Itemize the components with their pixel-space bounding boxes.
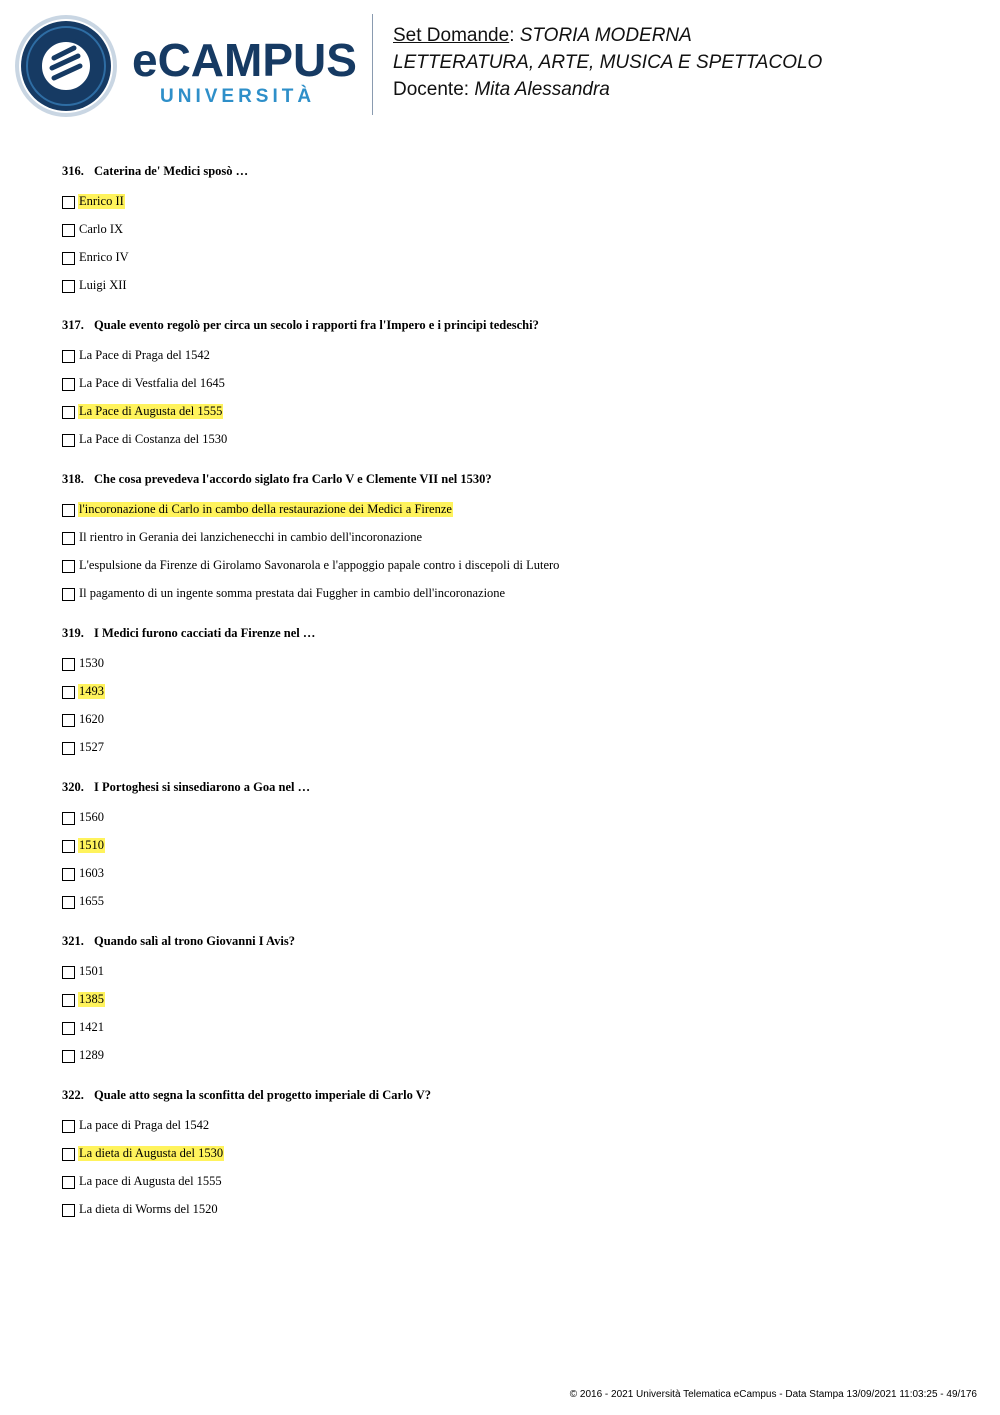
- question-text: Caterina de' Medici sposò …: [94, 164, 249, 178]
- answer-option: [62, 187, 962, 215]
- answer-text: Carlo IX: [79, 221, 124, 236]
- question-block: [62, 1085, 962, 1223]
- ecampus-seal-logo-icon: [14, 14, 118, 118]
- checkbox-icon: [62, 812, 75, 825]
- answer-text-highlighted: La dieta di Augusta del 1530: [79, 1145, 224, 1160]
- question-number: 320.: [62, 780, 84, 794]
- checkbox-icon: [62, 588, 75, 601]
- question-text: Quale evento regolò per circa un secolo i rapporti fra l'Impero e i principi tedeschi?: [94, 318, 539, 332]
- answer-option: [62, 677, 962, 705]
- answer-text: Il rientro in Gerania dei lanzichenecchi in cambio dell'incoronazione: [79, 529, 423, 544]
- answer-text: 1603: [79, 865, 104, 880]
- logo-brand-text: eCAMPUS: [132, 34, 357, 86]
- answer-text-highlighted: l'incoronazione di Carlo in cambo della restaurazione dei Medici a Firenze: [79, 501, 452, 516]
- answer-option: [62, 1111, 962, 1139]
- docente-line: [393, 76, 983, 103]
- answer-text: La Pace di Vestfalia del 1645: [79, 375, 225, 390]
- checkbox-icon: [62, 406, 75, 419]
- ecampus-wordmark: [132, 34, 360, 114]
- answer-text-highlighted: La Pace di Augusta del 1555: [79, 403, 223, 418]
- answer-text: 1527: [79, 739, 104, 754]
- question-block: [62, 931, 962, 1069]
- docente-value: Mita Alessandra: [474, 79, 610, 100]
- question-text: Che cosa prevedeva l'accordo siglato fra Carlo V e Clemente VII nel 1530?: [94, 472, 492, 486]
- answer-text: Enrico IV: [79, 249, 129, 264]
- answer-text: 1421: [79, 1019, 104, 1034]
- answer-option: [62, 859, 962, 887]
- answer-option: [62, 243, 962, 271]
- answer-text: La pace di Augusta del 1555: [79, 1173, 222, 1188]
- answer-text: La Pace di Costanza del 1530: [79, 431, 228, 446]
- answer-option: [62, 397, 962, 425]
- question-text: Quale atto segna la sconfitta del progetto imperiale di Carlo V?: [94, 1088, 432, 1102]
- checkbox-icon: [62, 1176, 75, 1189]
- checkbox-icon: [62, 252, 75, 265]
- answer-option: [62, 523, 962, 551]
- answer-option: [62, 649, 962, 677]
- question-list: [62, 161, 962, 1239]
- question-title: [62, 469, 962, 489]
- answer-text: L'espulsione da Firenze di Girolamo Savonarola e l'appoggio papale contro i discepoli di Lutero: [79, 557, 560, 572]
- answer-text: 1560: [79, 809, 104, 824]
- answer-text: 1501: [79, 963, 104, 978]
- checkbox-icon: [62, 658, 75, 671]
- answer-option: [62, 1195, 962, 1223]
- question-number: 317.: [62, 318, 84, 332]
- page-header: [0, 0, 1000, 130]
- answer-option: [62, 425, 962, 453]
- answer-option: [62, 215, 962, 243]
- question-block: [62, 469, 962, 607]
- question-title: [62, 931, 962, 951]
- header-divider: [372, 14, 373, 115]
- answer-text: 1655: [79, 893, 104, 908]
- page-footer: © 2016 - 2021 Università Telematica eCampus - Data Stampa 13/09/2021 11:03:25 - 49/176: [569, 1389, 977, 1400]
- answer-option: [62, 985, 962, 1013]
- checkbox-icon: [62, 1148, 75, 1161]
- checkbox-icon: [62, 196, 75, 209]
- checkbox-icon: [62, 1022, 75, 1035]
- checkbox-icon: [62, 280, 75, 293]
- checkbox-icon: [62, 1204, 75, 1217]
- answer-text: Luigi XII: [79, 277, 127, 292]
- checkbox-icon: [62, 504, 75, 517]
- question-block: [62, 777, 962, 915]
- answer-text: 1620: [79, 711, 104, 726]
- answer-option: [62, 1013, 962, 1041]
- answer-option: [62, 957, 962, 985]
- answer-option: [62, 887, 962, 915]
- question-number: 322.: [62, 1088, 84, 1102]
- answer-text-highlighted: 1493: [79, 683, 104, 698]
- checkbox-icon: [62, 434, 75, 447]
- question-title: [62, 1085, 962, 1105]
- checkbox-icon: [62, 714, 75, 727]
- question-block: [62, 161, 962, 299]
- checkbox-icon: [62, 560, 75, 573]
- question-block: [62, 315, 962, 453]
- question-block: [62, 623, 962, 761]
- question-number: 316.: [62, 164, 84, 178]
- checkbox-icon: [62, 742, 75, 755]
- checkbox-icon: [62, 840, 75, 853]
- answer-text: 1530: [79, 655, 104, 670]
- checkbox-icon: [62, 1050, 75, 1063]
- question-title: [62, 777, 962, 797]
- answer-option: [62, 271, 962, 299]
- answer-text-highlighted: 1510: [79, 837, 104, 852]
- checkbox-icon: [62, 994, 75, 1007]
- question-text: I Portoghesi si sinsediarono a Goa nel …: [94, 780, 311, 794]
- question-title: [62, 161, 962, 181]
- answer-option: [62, 803, 962, 831]
- checkbox-icon: [62, 686, 75, 699]
- answer-option: [62, 733, 962, 761]
- checkbox-icon: [62, 224, 75, 237]
- set-subtitle: LETTERATURA, ARTE, MUSICA E SPETTACOLO: [393, 52, 823, 73]
- answer-text: La dieta di Worms del 1520: [79, 1201, 218, 1216]
- answer-text: 1289: [79, 1047, 104, 1062]
- question-number: 318.: [62, 472, 84, 486]
- answer-text-highlighted: Enrico II: [79, 193, 124, 208]
- question-number: 321.: [62, 934, 84, 948]
- answer-option: [62, 341, 962, 369]
- answer-option: [62, 369, 962, 397]
- checkbox-icon: [62, 1120, 75, 1133]
- answer-option: [62, 705, 962, 733]
- question-text: Quando salì al trono Giovanni I Avis?: [94, 934, 295, 948]
- checkbox-icon: [62, 378, 75, 391]
- answer-option: [62, 579, 962, 607]
- logo-sub-text: UNIVERSITÀ: [160, 86, 316, 107]
- set-value: STORIA MODERNA: [519, 25, 692, 46]
- set-label: Set Domande: [393, 25, 510, 46]
- answer-text: La Pace di Praga del 1542: [79, 347, 210, 362]
- answer-option: [62, 831, 962, 859]
- answer-text: La pace di Praga del 1542: [79, 1117, 210, 1132]
- answer-option: [62, 551, 962, 579]
- set-separator: :: [509, 25, 520, 46]
- answer-option: [62, 1139, 962, 1167]
- question-number: 319.: [62, 626, 84, 640]
- answer-text-highlighted: 1385: [79, 991, 104, 1006]
- answer-option: [62, 1167, 962, 1195]
- answer-option: [62, 495, 962, 523]
- question-title: [62, 623, 962, 643]
- question-text: I Medici furono cacciati da Firenze nel …: [94, 626, 316, 640]
- answer-text: Il pagamento di un ingente somma prestata dai Fuggher in cambio dell'incoronazione: [79, 585, 506, 600]
- question-title: [62, 315, 962, 335]
- checkbox-icon: [62, 532, 75, 545]
- answer-option: [62, 1041, 962, 1069]
- checkbox-icon: [62, 350, 75, 363]
- checkbox-icon: [62, 966, 75, 979]
- set-line: [393, 22, 983, 49]
- docente-label: Docente:: [393, 79, 475, 100]
- checkbox-icon: [62, 896, 75, 909]
- header-info: [393, 22, 983, 103]
- checkbox-icon: [62, 868, 75, 881]
